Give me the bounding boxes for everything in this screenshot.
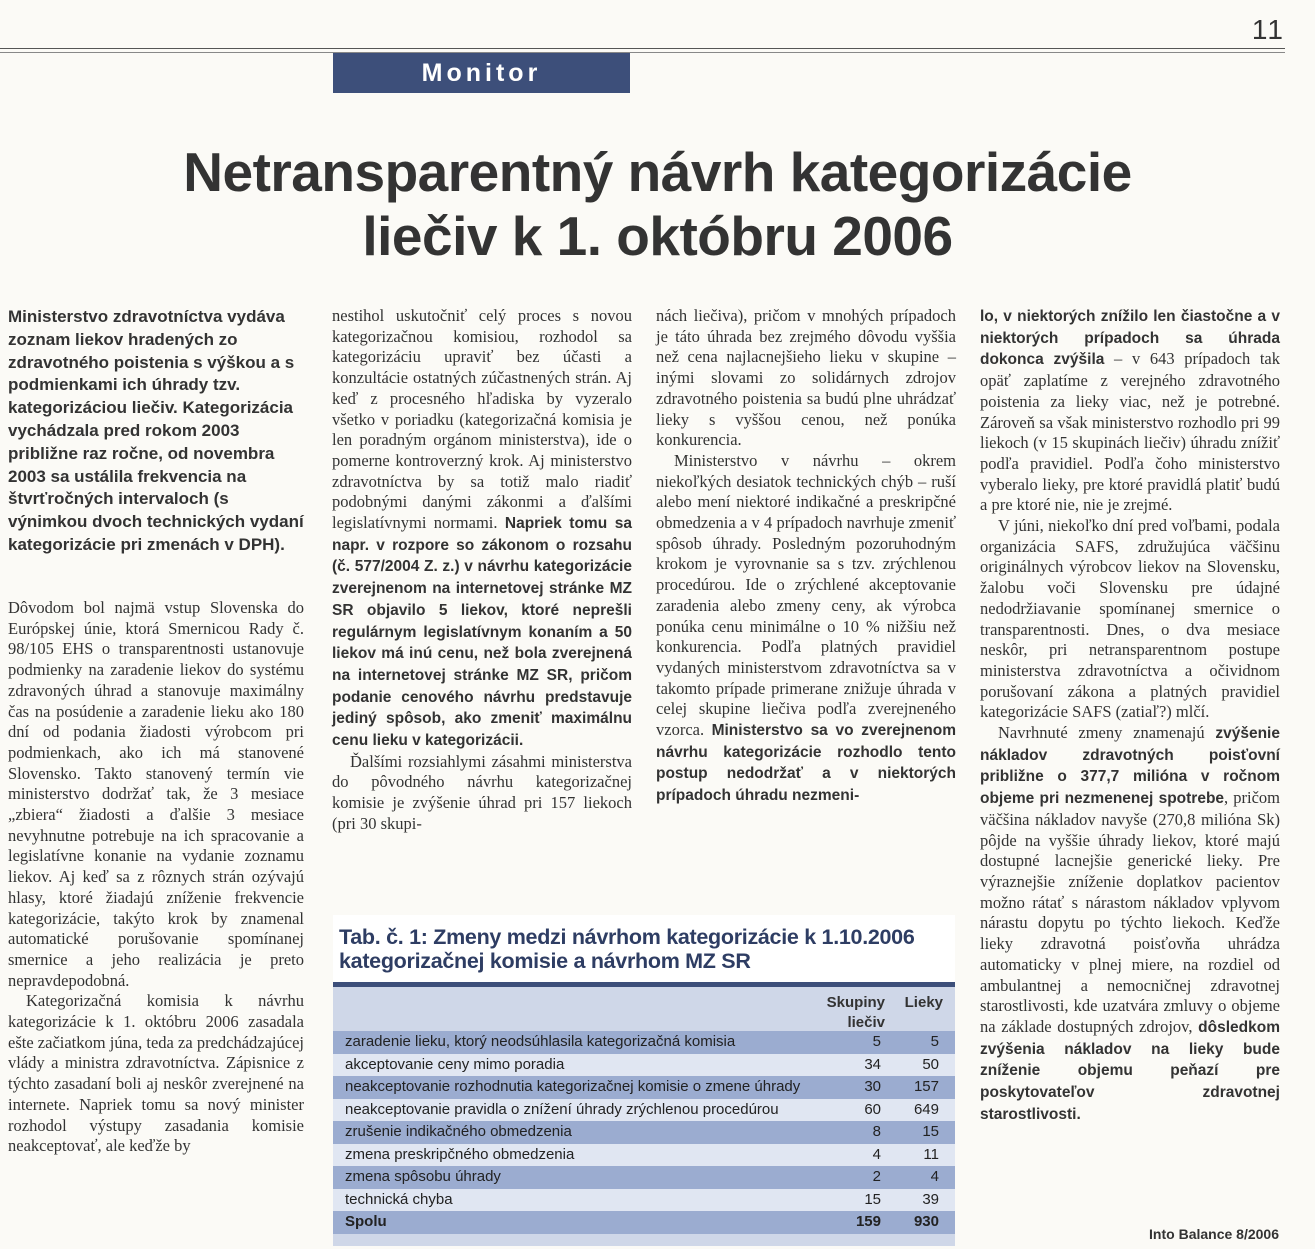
column-4-bold-text-3: dôsledkom zvýšenia nákladov na lieky bude zníženie objemu peňazí pre poskytovateľov zdravotnej starostlivosti. <box>980 1018 1280 1123</box>
column-3-text: Ministerstvo v návrhu – okrem niekoľkých desiatok technických chýb – ruší alebo mení niektoré indikačné a preskripčné obmedzenia a v 4 prípadoch navrhuje zmeniť spôsob úhrady. Posledným pozoruhodným krokom je vyrovnanie sa s tzv. zrýchlenou procedúrou. Ide o zrýchlené akceptovanie zaradenia alebo zmeny ceny, ak výrobca ponúka cenu minimálne o 10 % nižšiu než konkurencia. Podľa platných pravidiel vydaných ministerstvom zdravotníctva sa v takomto prípade primerane znižuje úhrada v celej skupine liečiva podľa zverejneného vzorca. <box>656 450 956 740</box>
row-skupiny: 34 <box>864 1055 881 1073</box>
row-skupiny: 30 <box>864 1078 881 1095</box>
column-1 <box>8 598 304 1157</box>
column-4-text-3: , pričom väčšina nákladov navyše (270,8 milióna Sk) pôjde na vyššie úhrady liekov, ktoré majú dostupné lacnejšie generické lieky. Pre výraznejšie zníženie doplatkov pacientov možno rátať s nárastom nákladov vplyvom nárastu dopytu po týchto liekoch. Keďže lieky zdravotná poisťovňa uhrádza automaticky v plnej miere, na rozdiel od ambulantnej a nemocničnej zdravotnej starostlivosti, kde uzatvára zmluvy o objeme na základe dostupných zdrojov, <box>980 788 1280 1036</box>
column-4 <box>980 306 1280 1125</box>
column-4-text-1: – v 643 prípadoch tak opäť zaplatíme z verejného zdravotného poistenia za lieky viac, než je potrebné. Zároveň sa však ministerstvo rozhodlo pri 99 liekoch (v 15 skupinách liečiv) úhradu znížiť podľa pravidiel. Podľa čoho ministerstvo vyberalo lieky, pre ktoré pravidlá platiť budú a pre ktoré nie, nie je zrejmé. <box>980 349 1280 515</box>
row-lieky: 157 <box>913 1078 939 1095</box>
headline-line-1: Netransparentný návrh kategorizácie <box>183 141 1132 203</box>
column-2-text: nestihol uskutočniť celý proces s novou kategorizačnou komisiou, rozhodol sa kategorizáciu upraviť bez účasti a konzultácie ostatných zúčastnených strán. Aj keď z procesného hľadiska by vyzeralo všetko v poriadku (kategorizačná komisia je len poradným orgánom ministerstva), ide o pomerne kontroverzný krok. Aj ministerstvo zdravotníctva by sa totiž malo riadiť podobnými danými zákonmi a ďalšími legislatívnymi normami. <box>332 306 632 533</box>
total-label: Spolu <box>345 1213 387 1230</box>
header-rule-thin <box>0 52 1285 53</box>
table-title <box>333 915 955 973</box>
changes-table <box>333 915 955 1243</box>
row-lieky: 15 <box>922 1123 939 1140</box>
column-2-bold-text: Napriek tomu sa napr. v rozpore so zákonom o rozsahu (č. 577/2004 Z. z.) v návrhu kategorizácie zverejnenom na internetovej stránke MZ SR objavilo 5 liekov, ktoré neprešli regulárnym legislatívnym konaním a 50 liekov má inú cenu, než bola zverejnená na internetovej stránke MZ SR, pričom podanie cenového návrhu predstavuje jediný spôsob, ako zmeniť maximálnu cenu lieku v kategorizácii. <box>332 515 632 750</box>
column-2 <box>332 306 632 835</box>
column-3-paragraph-2 <box>656 451 956 807</box>
header-lieky: Lieky <box>904 994 943 1011</box>
row-lieky: 4 <box>930 1168 939 1185</box>
column-3-bold-text: Ministerstvo sa vo zverejnenom návrhu kategorizácie rozhodlo tento postup nedodržať a v niektorých prípadoch úhradu nezmeni- <box>656 722 956 805</box>
column-4-bold-text-1: lo, v niektorých znížilo len čiastočne a v niektorých prípadoch sa úhrada dokonca zvýšila <box>980 308 1280 369</box>
total-skupiny: 159 <box>855 1213 881 1230</box>
row-label: akceptovanie ceny mimo poradia <box>345 1055 565 1073</box>
column-4-paragraph-1 <box>980 306 1280 516</box>
source-footer: Into Balance 8/2006 <box>1149 1226 1279 1242</box>
row-skupiny: 8 <box>872 1123 881 1140</box>
table-title-line-2: kategorizačnej komisie a návrhom MZ SR <box>339 949 751 973</box>
header-skupiny-line-2: liečiv <box>847 1014 885 1031</box>
header-rule <box>0 48 1285 49</box>
column-3-paragraph-1: nách liečiva), pričom v mnohých prípadoch je táto úhrada bez zrejmého dôvodu vyššia než cena najlacnejšieho lieku v skupine – inými slovami zo solidárnych zdrojov zdravotného poistenia sa budú plne uhrádzať lieky s vyššou cenou, než ponúka konkurencia. <box>656 306 956 450</box>
row-skupiny: 2 <box>872 1168 881 1185</box>
row-label: technická chyba <box>345 1190 453 1208</box>
table-row <box>333 1054 955 1077</box>
row-label: zaradenie lieku, ktorý neodsúhlasila kategorizačná komisia <box>345 1033 736 1050</box>
row-lieky: 649 <box>913 1100 939 1118</box>
lead-paragraph: Ministerstvo zdravotníctva vydáva zoznam liekov hradených zo zdravotného poistenia s výškou a s podmienkami ich úhrady tzv. kategorizáciou liečiv. Kategorizácia vychádzala pred rokom 2003 približne raz ročne, od novembra 2003 sa ustálila frekvencia na štvrťročných intervaloch (s výnimkou dvoch technických vydaní kategorizácie pri zmenách v DPH). <box>8 307 304 554</box>
section-label: Monitor <box>333 53 630 93</box>
table-row <box>333 1189 955 1212</box>
column-1-paragraph-2: Kategorizačná komisia k návrhu kategorizácie k 1. októbru 2006 zasadala ešte začiatkom júna, teda za predchádzajúcej vlády a ministra zdravotníctva. Zápisnice z týchto zasadaní boli aj neskôr zverejnené na internete. Napriek tomu sa nový minister rozhodol výstupy zasadania komisie neakceptovať, ale keďže by <box>8 991 304 1156</box>
page-number: 11 <box>1251 14 1285 45</box>
column-4-paragraph-2: V júni, niekoľko dní pred voľbami, podala organizácia SAFS, združujúca väčšinu originálnych výrobcov liekov na Slovensku, žalobu voči Slovensku pre údajné nedodržiavanie spomínanej smernice o transparentnosti. Dnes, o dva mesiace neskôr, pri netransparentnom postupe ministerstva zdravotníctva a očividnom porušovaní zákona a platných pravidiel kategorizácie SAFS (zatiaľ?) mlčí. <box>980 516 1280 722</box>
row-skupiny: 15 <box>864 1190 881 1208</box>
header-skupiny <box>803 993 885 1033</box>
table-title-line-1: Tab. č. 1: Zmeny medzi návrhom kategorizácie k 1.10.2006 <box>339 925 915 949</box>
headline <box>40 140 1275 268</box>
row-lieky: 50 <box>922 1055 939 1073</box>
table-header <box>333 987 955 1031</box>
row-label: neakceptovanie rozhodnutia kategorizačnej komisie o zmene úhrady <box>345 1078 801 1095</box>
table-row <box>333 1076 955 1099</box>
row-lieky: 39 <box>922 1190 939 1208</box>
row-label: neakceptovanie pravidla o znížení úhrady zrýchlenou procedúrou <box>345 1100 779 1118</box>
table-row <box>333 1099 955 1122</box>
header-skupiny-line-1: Skupiny <box>826 994 885 1011</box>
table-row <box>333 1121 955 1144</box>
table-row <box>333 1166 955 1189</box>
table-total-row <box>333 1211 955 1234</box>
total-lieky: 930 <box>913 1213 939 1230</box>
column-4-text-2: Navrhnuté zmeny znamenajú <box>998 723 1216 743</box>
table-row <box>333 1144 955 1167</box>
column-3 <box>656 306 956 807</box>
row-lieky: 11 <box>923 1145 939 1163</box>
table-row <box>333 1031 955 1054</box>
column-1-paragraph-1: Dôvodom bol najmä vstup Slovenska do Európskej únie, ktorá Smernicou Rady č. 98/105 EHS o transparentnosti ustanovuje podmienky na zaradenie liekov do systému zdravoných úhrad a stanovuje maximálny čas na posúdenie a zaradenie lieku ako 180 dní od podania žiadosti výrobcom pri podmienkach, ako ich má stanovené Slovensko. Takto stanovený termín vie ministerstvo dodržať tak, že 3 mesiace „zbiera“ žiadosti a ďalšie 3 mesiace nevyhnutne potrebuje na ich spracovanie a legislatívne konanie na vydanie zoznamu liekov. Aj keď sa z rôznych strán ozývajú hlasy, ktoré žiadajú zníženie frekvencie kategorizácie, takýto krok by znamenal automatické porušovanie spomínanej smernice a jeho realizácia je preto nepravdepodobná. <box>8 598 304 990</box>
row-skupiny: 4 <box>872 1145 881 1163</box>
table-body <box>333 987 955 1246</box>
row-skupiny: 60 <box>864 1100 881 1118</box>
row-label: zmena spôsobu úhrady <box>345 1168 501 1185</box>
column-4-bold-text-2: zvýšenie nákladov zdravotných poisťovní približne o 377,7 milióna v ročnom objeme pri nezmenenej spotrebe <box>980 725 1280 808</box>
column-4-paragraph-3 <box>980 723 1280 1125</box>
column-2-paragraph-1 <box>332 306 632 752</box>
row-lieky: 5 <box>930 1033 939 1050</box>
row-label: zrušenie indikačného obmedzenia <box>345 1123 572 1140</box>
row-label: zmena preskripčného obmedzenia <box>345 1145 575 1163</box>
headline-line-2: liečiv k 1. októbru 2006 <box>362 205 953 267</box>
row-skupiny: 5 <box>872 1033 881 1050</box>
column-2-paragraph-2: Ďalšími rozsiahlymi zásahmi ministerstva do pôvodného návrhu kategorizačnej komisie je zvýšenie úhrad pri 157 liekoch (pri 30 skupi- <box>332 751 632 833</box>
